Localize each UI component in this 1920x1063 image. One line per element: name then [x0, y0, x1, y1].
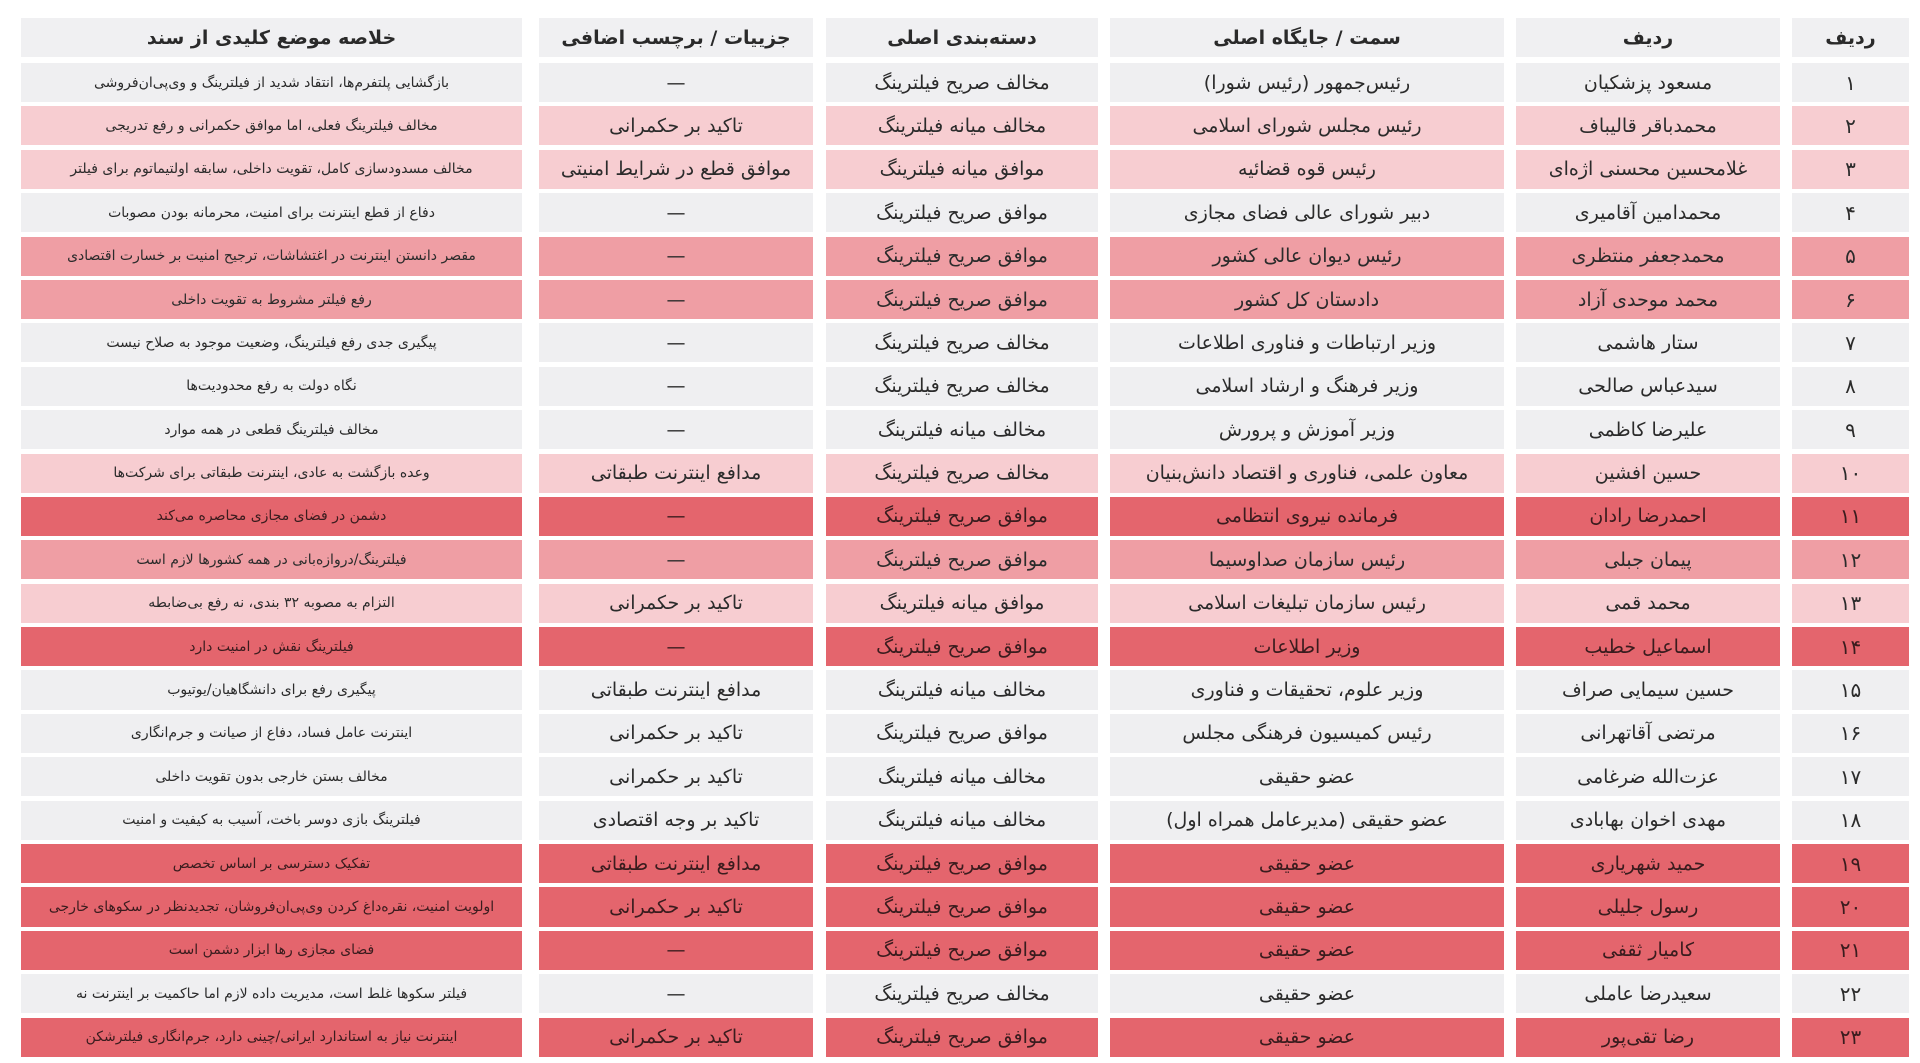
table-row: [11, 497, 1909, 536]
row-position: عضو حقیقی: [1110, 974, 1504, 1013]
table-row: [11, 150, 1909, 189]
row-category: مخالف صریح فیلترینگ: [826, 323, 1098, 362]
row-index: ۸: [1792, 367, 1909, 406]
row-index: ۲۳: [1792, 1018, 1909, 1057]
table-row: [11, 584, 1909, 623]
row-tag: تاکید بر وجه اقتصادی: [539, 801, 813, 840]
row-tag: تاکید بر حکمرانی: [539, 757, 813, 796]
row-summary: رفع فیلتر مشروط به تقویت داخلی: [21, 280, 522, 319]
row-position: رئیس سازمان تبلیغات اسلامی: [1110, 584, 1504, 623]
row-name: احمدرضا رادان: [1516, 497, 1780, 536]
row-index: ۱۹: [1792, 844, 1909, 883]
positions-table: [11, 18, 1909, 1061]
row-summary: مخالف فیلترینگ قطعی در همه موارد: [21, 410, 522, 449]
row-category: مخالف میانه فیلترینگ: [826, 670, 1098, 709]
row-index: ۷: [1792, 323, 1909, 362]
row-name: عزت‌الله ضرغامی: [1516, 757, 1780, 796]
row-position: وزیر فرهنگ و ارشاد اسلامی: [1110, 367, 1504, 406]
row-category: مخالف میانه فیلترینگ: [826, 801, 1098, 840]
row-summary: مخالف مسدودسازی کامل، تقویت داخلی، سابقه اولتیماتوم برای فیلتر: [21, 150, 522, 189]
row-tag: —: [539, 540, 813, 579]
row-summary: اینترنت نیاز به استاندارد ایرانی/چینی دارد، جرم‌انگاری فیلترشکن: [21, 1018, 522, 1057]
row-name: کامیار ثقفی: [1516, 931, 1780, 970]
row-name: رضا تقی‌پور: [1516, 1018, 1780, 1057]
row-name: سعیدرضا عاملی: [1516, 974, 1780, 1013]
row-name: محمدامین آقامیری: [1516, 193, 1780, 232]
row-tag: —: [539, 367, 813, 406]
row-category: موافق صریح فیلترینگ: [826, 237, 1098, 276]
row-tag: تاکید بر حکمرانی: [539, 1018, 813, 1057]
row-name: محمدباقر قالیباف: [1516, 106, 1780, 145]
table-body: [11, 63, 1909, 1057]
row-position: رئیس قوه قضائیه: [1110, 150, 1504, 189]
table-row: [11, 1018, 1909, 1057]
table-row: [11, 757, 1909, 796]
row-position: وزیر اطلاعات: [1110, 627, 1504, 666]
row-index: ۲: [1792, 106, 1909, 145]
row-tag: —: [539, 323, 813, 362]
row-summary: وعده بازگشت به عادی، اینترنت طبقاتی برای شرکت‌ها: [21, 454, 522, 493]
table-row: [11, 193, 1909, 232]
row-index: ۵: [1792, 237, 1909, 276]
row-name: محمد قمی: [1516, 584, 1780, 623]
row-summary: فیلترینگ نقش در امنیت دارد: [21, 627, 522, 666]
row-index: ۱۳: [1792, 584, 1909, 623]
row-category: موافق صریح فیلترینگ: [826, 931, 1098, 970]
header-tag: جزییات / برچسب اضافی: [539, 18, 813, 57]
row-name: رسول جلیلی: [1516, 887, 1780, 926]
row-tag: موافق قطع در شرایط امنیتی: [539, 150, 813, 189]
row-tag: —: [539, 627, 813, 666]
row-position: رئیس دیوان عالی کشور: [1110, 237, 1504, 276]
row-index: ۱۰: [1792, 454, 1909, 493]
row-position: فرمانده نیروی انتظامی: [1110, 497, 1504, 536]
row-index: ۱۶: [1792, 714, 1909, 753]
row-category: مخالف صریح فیلترینگ: [826, 454, 1098, 493]
row-tag: تاکید بر حکمرانی: [539, 584, 813, 623]
table-row: [11, 63, 1909, 102]
row-position: دبیر شورای عالی فضای مجازی: [1110, 193, 1504, 232]
row-position: دادستان کل کشور: [1110, 280, 1504, 319]
table-row: [11, 974, 1909, 1013]
row-position: عضو حقیقی: [1110, 844, 1504, 883]
row-summary: مخالف بستن خارجی بدون تقویت داخلی: [21, 757, 522, 796]
row-index: ۲۱: [1792, 931, 1909, 970]
row-name: محمدجعفر منتظری: [1516, 237, 1780, 276]
row-index: ۱: [1792, 63, 1909, 102]
row-tag: —: [539, 974, 813, 1013]
table-row: [11, 844, 1909, 883]
row-summary: فضای مجازی رها ابزار دشمن است: [21, 931, 522, 970]
table-row: [11, 931, 1909, 970]
header-position: سمت / جایگاه اصلی: [1110, 18, 1504, 57]
row-position: وزیر آموزش و پرورش: [1110, 410, 1504, 449]
row-category: موافق صریح فیلترینگ: [826, 497, 1098, 536]
row-index: ۱۱: [1792, 497, 1909, 536]
row-category: موافق صریح فیلترینگ: [826, 1018, 1098, 1057]
row-name: ستار هاشمی: [1516, 323, 1780, 362]
table-row: [11, 714, 1909, 753]
row-name: علیرضا کاظمی: [1516, 410, 1780, 449]
row-summary: اینترنت عامل فساد، دفاع از صیانت و جرم‌انگاری: [21, 714, 522, 753]
row-summary: التزام به مصوبه ۳۲ بندی، نه رفع بی‌ضابطه: [21, 584, 522, 623]
row-category: موافق صریح فیلترینگ: [826, 714, 1098, 753]
header-index: ردیف: [1792, 18, 1909, 57]
row-tag: —: [539, 237, 813, 276]
row-name: سیدعباس صالحی: [1516, 367, 1780, 406]
header-category: دسته‌بندی اصلی: [826, 18, 1098, 57]
row-category: مخالف میانه فیلترینگ: [826, 410, 1098, 449]
table-row: [11, 106, 1909, 145]
table-row: [11, 627, 1909, 666]
table-row: [11, 670, 1909, 709]
row-tag: —: [539, 497, 813, 536]
row-name: حسین افشین: [1516, 454, 1780, 493]
row-name: اسماعیل خطیب: [1516, 627, 1780, 666]
row-index: ۱۴: [1792, 627, 1909, 666]
row-category: مخالف صریح فیلترینگ: [826, 974, 1098, 1013]
row-category: موافق صریح فیلترینگ: [826, 540, 1098, 579]
row-category: موافق صریح فیلترینگ: [826, 844, 1098, 883]
row-tag: مدافع اینترنت طبقاتی: [539, 454, 813, 493]
row-name: مرتضی آقاتهرانی: [1516, 714, 1780, 753]
row-name: پیمان جبلی: [1516, 540, 1780, 579]
table-row: [11, 323, 1909, 362]
table-row: [11, 367, 1909, 406]
row-summary: فیلترینگ/دروازه‌بانی در همه کشورها لازم است: [21, 540, 522, 579]
row-position: رئیس سازمان صداوسیما: [1110, 540, 1504, 579]
row-category: مخالف میانه فیلترینگ: [826, 106, 1098, 145]
row-name: مهدی اخوان بهابادی: [1516, 801, 1780, 840]
row-summary: دفاع از قطع اینترنت برای امنیت، محرمانه بودن مصوبات: [21, 193, 522, 232]
row-summary: مقصر دانستن اینترنت در اغتشاشات، ترجیح امنیت بر خسارت اقتصادی: [21, 237, 522, 276]
table-row: [11, 887, 1909, 926]
row-summary: مخالف فیلترینگ فعلی، اما موافق حکمرانی و رفع تدریجی: [21, 106, 522, 145]
row-name: محمد موحدی آزاد: [1516, 280, 1780, 319]
row-index: ۳: [1792, 150, 1909, 189]
row-index: ۹: [1792, 410, 1909, 449]
row-tag: مدافع اینترنت طبقاتی: [539, 844, 813, 883]
row-position: عضو حقیقی: [1110, 931, 1504, 970]
row-name: غلامحسین محسنی اژه‌ای: [1516, 150, 1780, 189]
row-category: موافق میانه فیلترینگ: [826, 584, 1098, 623]
row-category: مخالف میانه فیلترینگ: [826, 757, 1098, 796]
row-name: حسین سیمایی صراف: [1516, 670, 1780, 709]
row-position: رئیس مجلس شورای اسلامی: [1110, 106, 1504, 145]
row-position: وزیر ارتباطات و فناوری اطلاعات: [1110, 323, 1504, 362]
row-summary: فیلتر سکوها غلط است، مدیریت داده لازم اما حاکمیت بر اینترنت نه: [21, 974, 522, 1013]
row-category: موافق میانه فیلترینگ: [826, 150, 1098, 189]
row-index: ۱۲: [1792, 540, 1909, 579]
row-position: رئیس کمیسیون فرهنگی مجلس: [1110, 714, 1504, 753]
header-summary: خلاصه موضع کلیدی از سند: [21, 18, 522, 57]
row-summary: پیگیری جدی رفع فیلترینگ، وضعیت موجود به صلاح نیست: [21, 323, 522, 362]
row-tag: —: [539, 193, 813, 232]
row-index: ۲۰: [1792, 887, 1909, 926]
row-position: عضو حقیقی: [1110, 887, 1504, 926]
row-position: عضو حقیقی: [1110, 1018, 1504, 1057]
row-position: رئیس‌جمهور (رئیس شورا): [1110, 63, 1504, 102]
row-index: ۱۵: [1792, 670, 1909, 709]
table-row: [11, 237, 1909, 276]
row-category: موافق صریح فیلترینگ: [826, 627, 1098, 666]
row-summary: فیلترینگ بازی دوسر باخت، آسیب به کیفیت و امنیت: [21, 801, 522, 840]
row-tag: تاکید بر حکمرانی: [539, 714, 813, 753]
row-tag: —: [539, 410, 813, 449]
row-position: معاون علمی، فناوری و اقتصاد دانش‌بنیان: [1110, 454, 1504, 493]
table-row: [11, 540, 1909, 579]
row-summary: اولویت امنیت، نقره‌داغ کردن وی‌پی‌ان‌فروشان، تجدیدنظر در سکوهای خارجی: [21, 887, 522, 926]
table-row: [11, 410, 1909, 449]
row-category: مخالف صریح فیلترینگ: [826, 367, 1098, 406]
row-position: وزیر علوم، تحقیقات و فناوری: [1110, 670, 1504, 709]
row-name: مسعود پزشکیان: [1516, 63, 1780, 102]
row-category: موافق صریح فیلترینگ: [826, 887, 1098, 926]
table-row: [11, 454, 1909, 493]
row-index: ۱۷: [1792, 757, 1909, 796]
row-tag: —: [539, 931, 813, 970]
row-summary: پیگیری رفع برای دانشگاهیان/یوتیوب: [21, 670, 522, 709]
row-summary: دشمن در فضای مجازی محاصره می‌کند: [21, 497, 522, 536]
row-summary: تفکیک دسترسی بر اساس تخصص: [21, 844, 522, 883]
row-tag: مدافع اینترنت طبقاتی: [539, 670, 813, 709]
row-index: ۶: [1792, 280, 1909, 319]
row-index: ۱۸: [1792, 801, 1909, 840]
row-tag: تاکید بر حکمرانی: [539, 887, 813, 926]
row-name: حمید شهریاری: [1516, 844, 1780, 883]
row-summary: بازگشایی پلتفرم‌ها، انتقاد شدید از فیلترینگ و وی‌پی‌ان‌فروشی: [21, 63, 522, 102]
row-category: موافق صریح فیلترینگ: [826, 280, 1098, 319]
table-row: [11, 280, 1909, 319]
table-row: [11, 801, 1909, 840]
row-position: عضو حقیقی (مدیرعامل همراه اول): [1110, 801, 1504, 840]
row-category: موافق صریح فیلترینگ: [826, 193, 1098, 232]
header-name: ردیف: [1516, 18, 1780, 57]
row-summary: نگاه دولت به رفع محدودیت‌ها: [21, 367, 522, 406]
row-tag: تاکید بر حکمرانی: [539, 106, 813, 145]
row-index: ۲۲: [1792, 974, 1909, 1013]
table-header: [11, 18, 1909, 57]
row-position: عضو حقیقی: [1110, 757, 1504, 796]
row-tag: —: [539, 280, 813, 319]
row-tag: —: [539, 63, 813, 102]
row-index: ۴: [1792, 193, 1909, 232]
row-category: مخالف صریح فیلترینگ: [826, 63, 1098, 102]
